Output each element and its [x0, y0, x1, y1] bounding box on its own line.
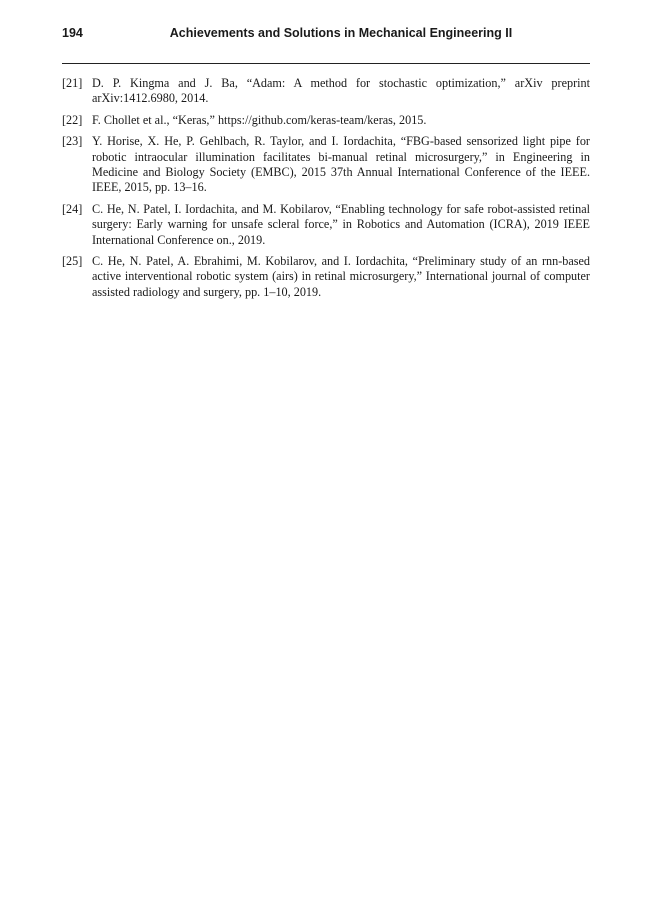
reference-text: C. He, N. Patel, I. Iordachita, and M. Kobilarov, “Enabling technology for safe robot-assisted retinal surgery: Early warning for unsafe scleral force,” in Robotics and Automation (ICRA), 2019 IEEE International Conference on., 2019. — [92, 201, 590, 247]
reference-number: [24] — [62, 201, 83, 216]
reference-text: Y. Horise, X. He, P. Gehlbach, R. Taylor, and I. Iordachita, “FBG-based sensorized light pipe for robotic intraocular illumination facilitates bi-manual retinal microsurgery,” in Engineering in Medicine and Biology Society (EMBC), 2015 37th Annual International Conference of the IEEE. IEEE, 2015, pp. 13–16. — [92, 134, 590, 195]
header-divider — [62, 63, 590, 64]
reference-item — [62, 254, 590, 300]
reference-text: F. Chollet et al., “Keras,” https://github.com/keras-team/keras, 2015. — [92, 112, 427, 127]
reference-number: [23] — [62, 134, 83, 149]
reference-item — [62, 202, 590, 248]
reference-text: C. He, N. Patel, A. Ebrahimi, M. Kobilarov, and I. Iordachita, “Preliminary study of an rnn-based active interventional robotic system (airs) in retinal microsurgery,” International journal of computer assisted radiology and surgery, pp. 1–10, 2019. — [92, 254, 590, 299]
reference-list — [62, 76, 590, 306]
reference-number: [22] — [62, 112, 83, 127]
running-header — [62, 24, 590, 42]
reference-item — [62, 134, 590, 196]
reference-item — [62, 76, 590, 107]
reference-number: [25] — [62, 254, 83, 269]
page-number: 194 — [62, 26, 83, 40]
running-title: Achievements and Solutions in Mechanical Engineering II — [169, 26, 513, 40]
reference-item — [62, 113, 590, 128]
reference-number: [21] — [62, 76, 83, 90]
reference-text: D. P. Kingma and J. Ba, “Adam: A method for stochastic optimization,” arXiv preprint arXiv:1412.6980, 2014. — [92, 76, 590, 106]
